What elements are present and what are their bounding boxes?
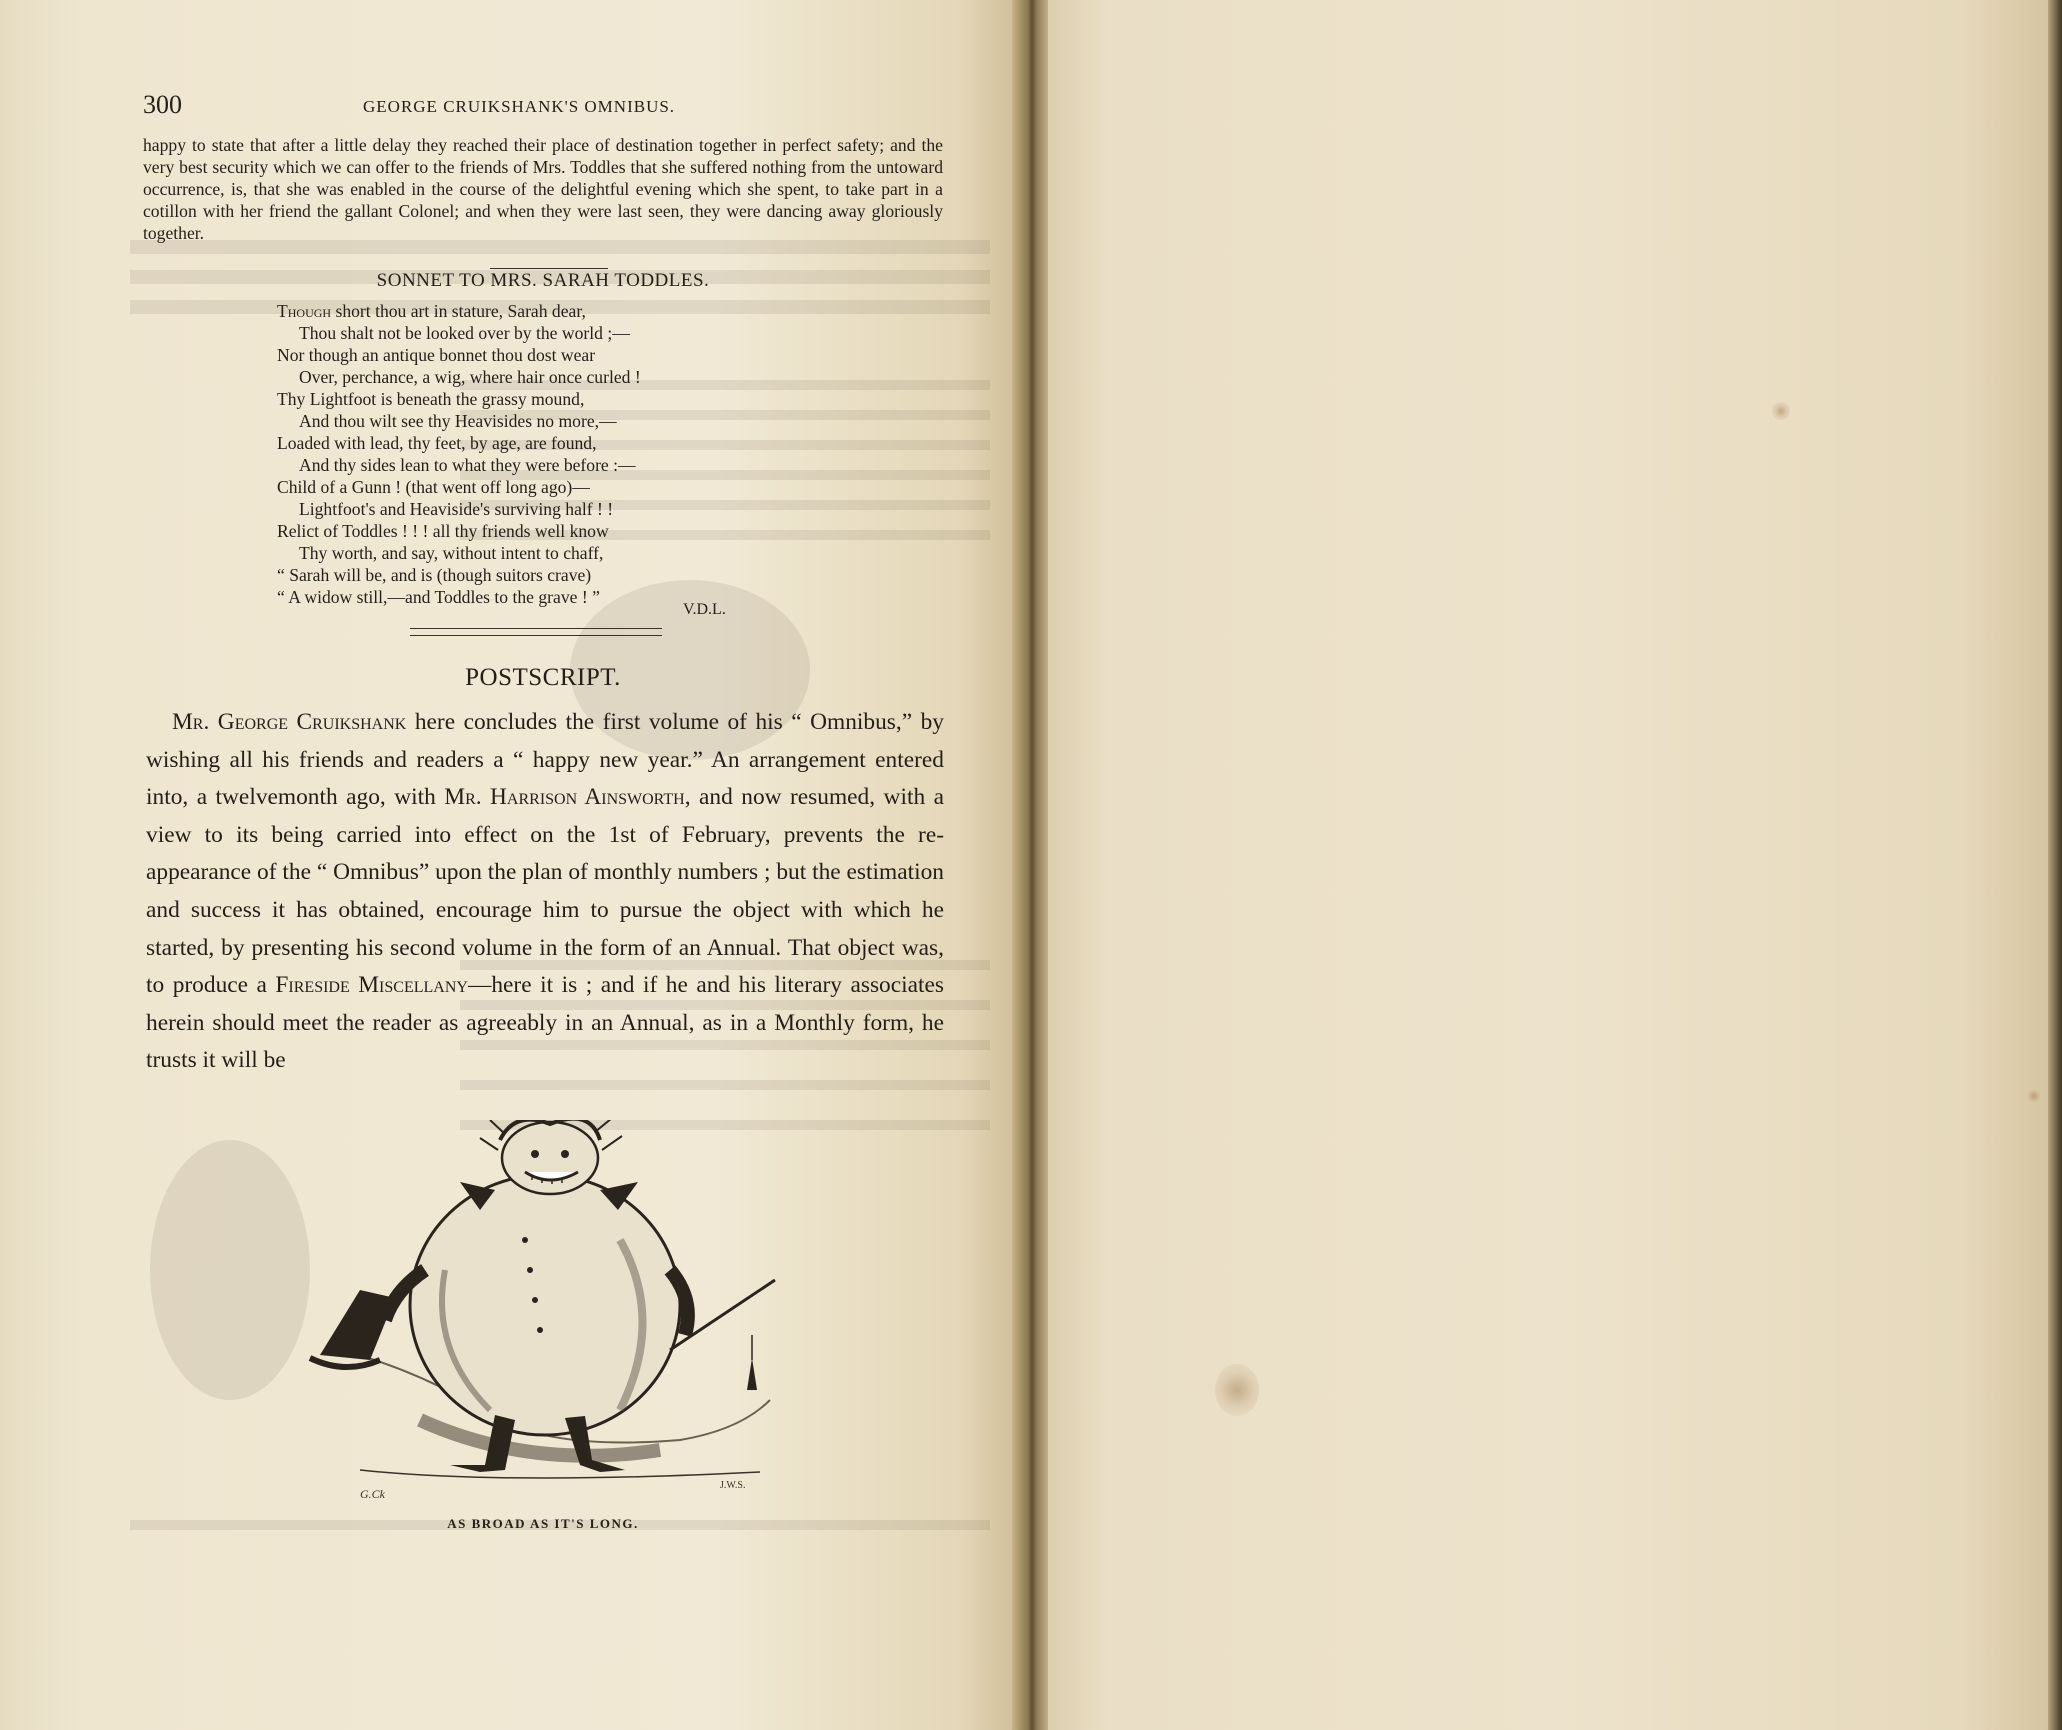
sonnet-line: And thou wilt see thy Heavisides no more,— [299, 411, 617, 431]
sonnet-line: Thy Lightfoot is beneath the grassy mound, [277, 389, 585, 409]
page-number: 300 [143, 90, 182, 119]
postscript-text: Mr. George Cruikshank here concludes the first volume of his “ Omnibus,” by wishing all his friends and readers a “ happy new year.” An arrangement entered into, a twelvemonth ago, with Mr. Harrison Ainsworth, and now resumed, with a view to its being carried into effect on the 1st of February, prevents the re-appearance of the “ Omnibus” upon the plan of monthly numbers ; but the estimation and success it has obtained, encourage him to pursue the object with which he started, by presenting his second volume in the form of an Annual. That object was, to produce a Fireside Miscellany—here it is ; and if he and his literary associates herein should meet the reader as agreeably in an Annual, as in a Monthly form, he trusts it will be [146, 709, 945, 1074]
sonnet-line: Over, perchance, a wig, where hair once curled ! [299, 367, 641, 387]
sonnet-line: And thy sides lean to what they were before :— [299, 455, 636, 475]
sonnet-line: “ Sarah will be, and is (though suitors crave) [277, 565, 592, 585]
illustration-caption: AS BROAD AS IT'S LONG. [447, 1516, 639, 1531]
sonnet-line: Child of a Gunn ! (that went off long ago)— [277, 477, 590, 497]
artist-mark-left: G.Ck [360, 1487, 385, 1500]
artist-mark-right: J.W.S. [720, 1480, 746, 1491]
story-ending-text: happy to state that after a little delay they reached their place of destination together in perfect safety; and the very best security which we can offer to the friends of Mrs. Toddles that she suffered nothing from the untoward occurrence, is, that she was enabled in the course of the delightful evening which she spent, to take part in a cotillon with her friend the gallant Colonel; and when they were last seen, they were dancing away gloriously together. [143, 135, 943, 243]
left-page [0, 0, 1022, 1730]
running-header [143, 90, 943, 130]
sonnet-line: Relict of Toddles ! ! ! all thy friends well know [277, 521, 609, 541]
postscript-paragraph [146, 704, 944, 1080]
round-man-engraving-icon [300, 1120, 820, 1500]
postscript-title: POSTSCRIPT. [465, 664, 621, 691]
running-title: GEORGE CRUIKSHANK'S OMNIBUS. [363, 97, 676, 116]
right-page-blank [1048, 0, 2062, 1730]
sonnet-line: Nor though an antique bonnet thou dost wear [277, 345, 596, 365]
ainsworth-name: Mr. Harrison Ainsworth [444, 784, 685, 811]
double-rule [410, 628, 662, 636]
page-edge [2048, 0, 2062, 1730]
top-hat [310, 1290, 395, 1367]
author-name: Mr. George Cruikshank [172, 709, 407, 735]
sonnet-title: SONNET TO MRS. SARAH TODDLES. [376, 270, 710, 291]
sonnet-line: Though short thou art in stature, Sarah dear, [277, 301, 586, 321]
fireside-miscellany: Fireside Miscellany [275, 972, 468, 999]
sonnet-line: Thy worth, and say, without intent to chaff, [299, 543, 604, 563]
sonnet-line: Loaded with lead, thy feet, by age, are found, [277, 433, 597, 453]
sonnet-signature: V.D.L. [683, 601, 726, 618]
foxing-spot [2028, 1090, 2040, 1102]
book-gutter [1012, 0, 1052, 1730]
sonnet-body [277, 300, 641, 608]
sonnet-line: Lightfoot's and Heaviside's surviving half ! ! [299, 499, 614, 519]
foxing-spot [1772, 402, 1790, 420]
story-ending-paragraph [143, 134, 943, 244]
foxing-spot [1215, 1364, 1259, 1416]
sonnet-first-word: Though [277, 301, 332, 321]
sonnet-line: “ A widow still,—and Toddles to the grave ! ” [277, 587, 600, 607]
sonnet-line: Thou shalt not be looked over by the world ;— [299, 323, 630, 343]
section-rule [490, 268, 608, 269]
